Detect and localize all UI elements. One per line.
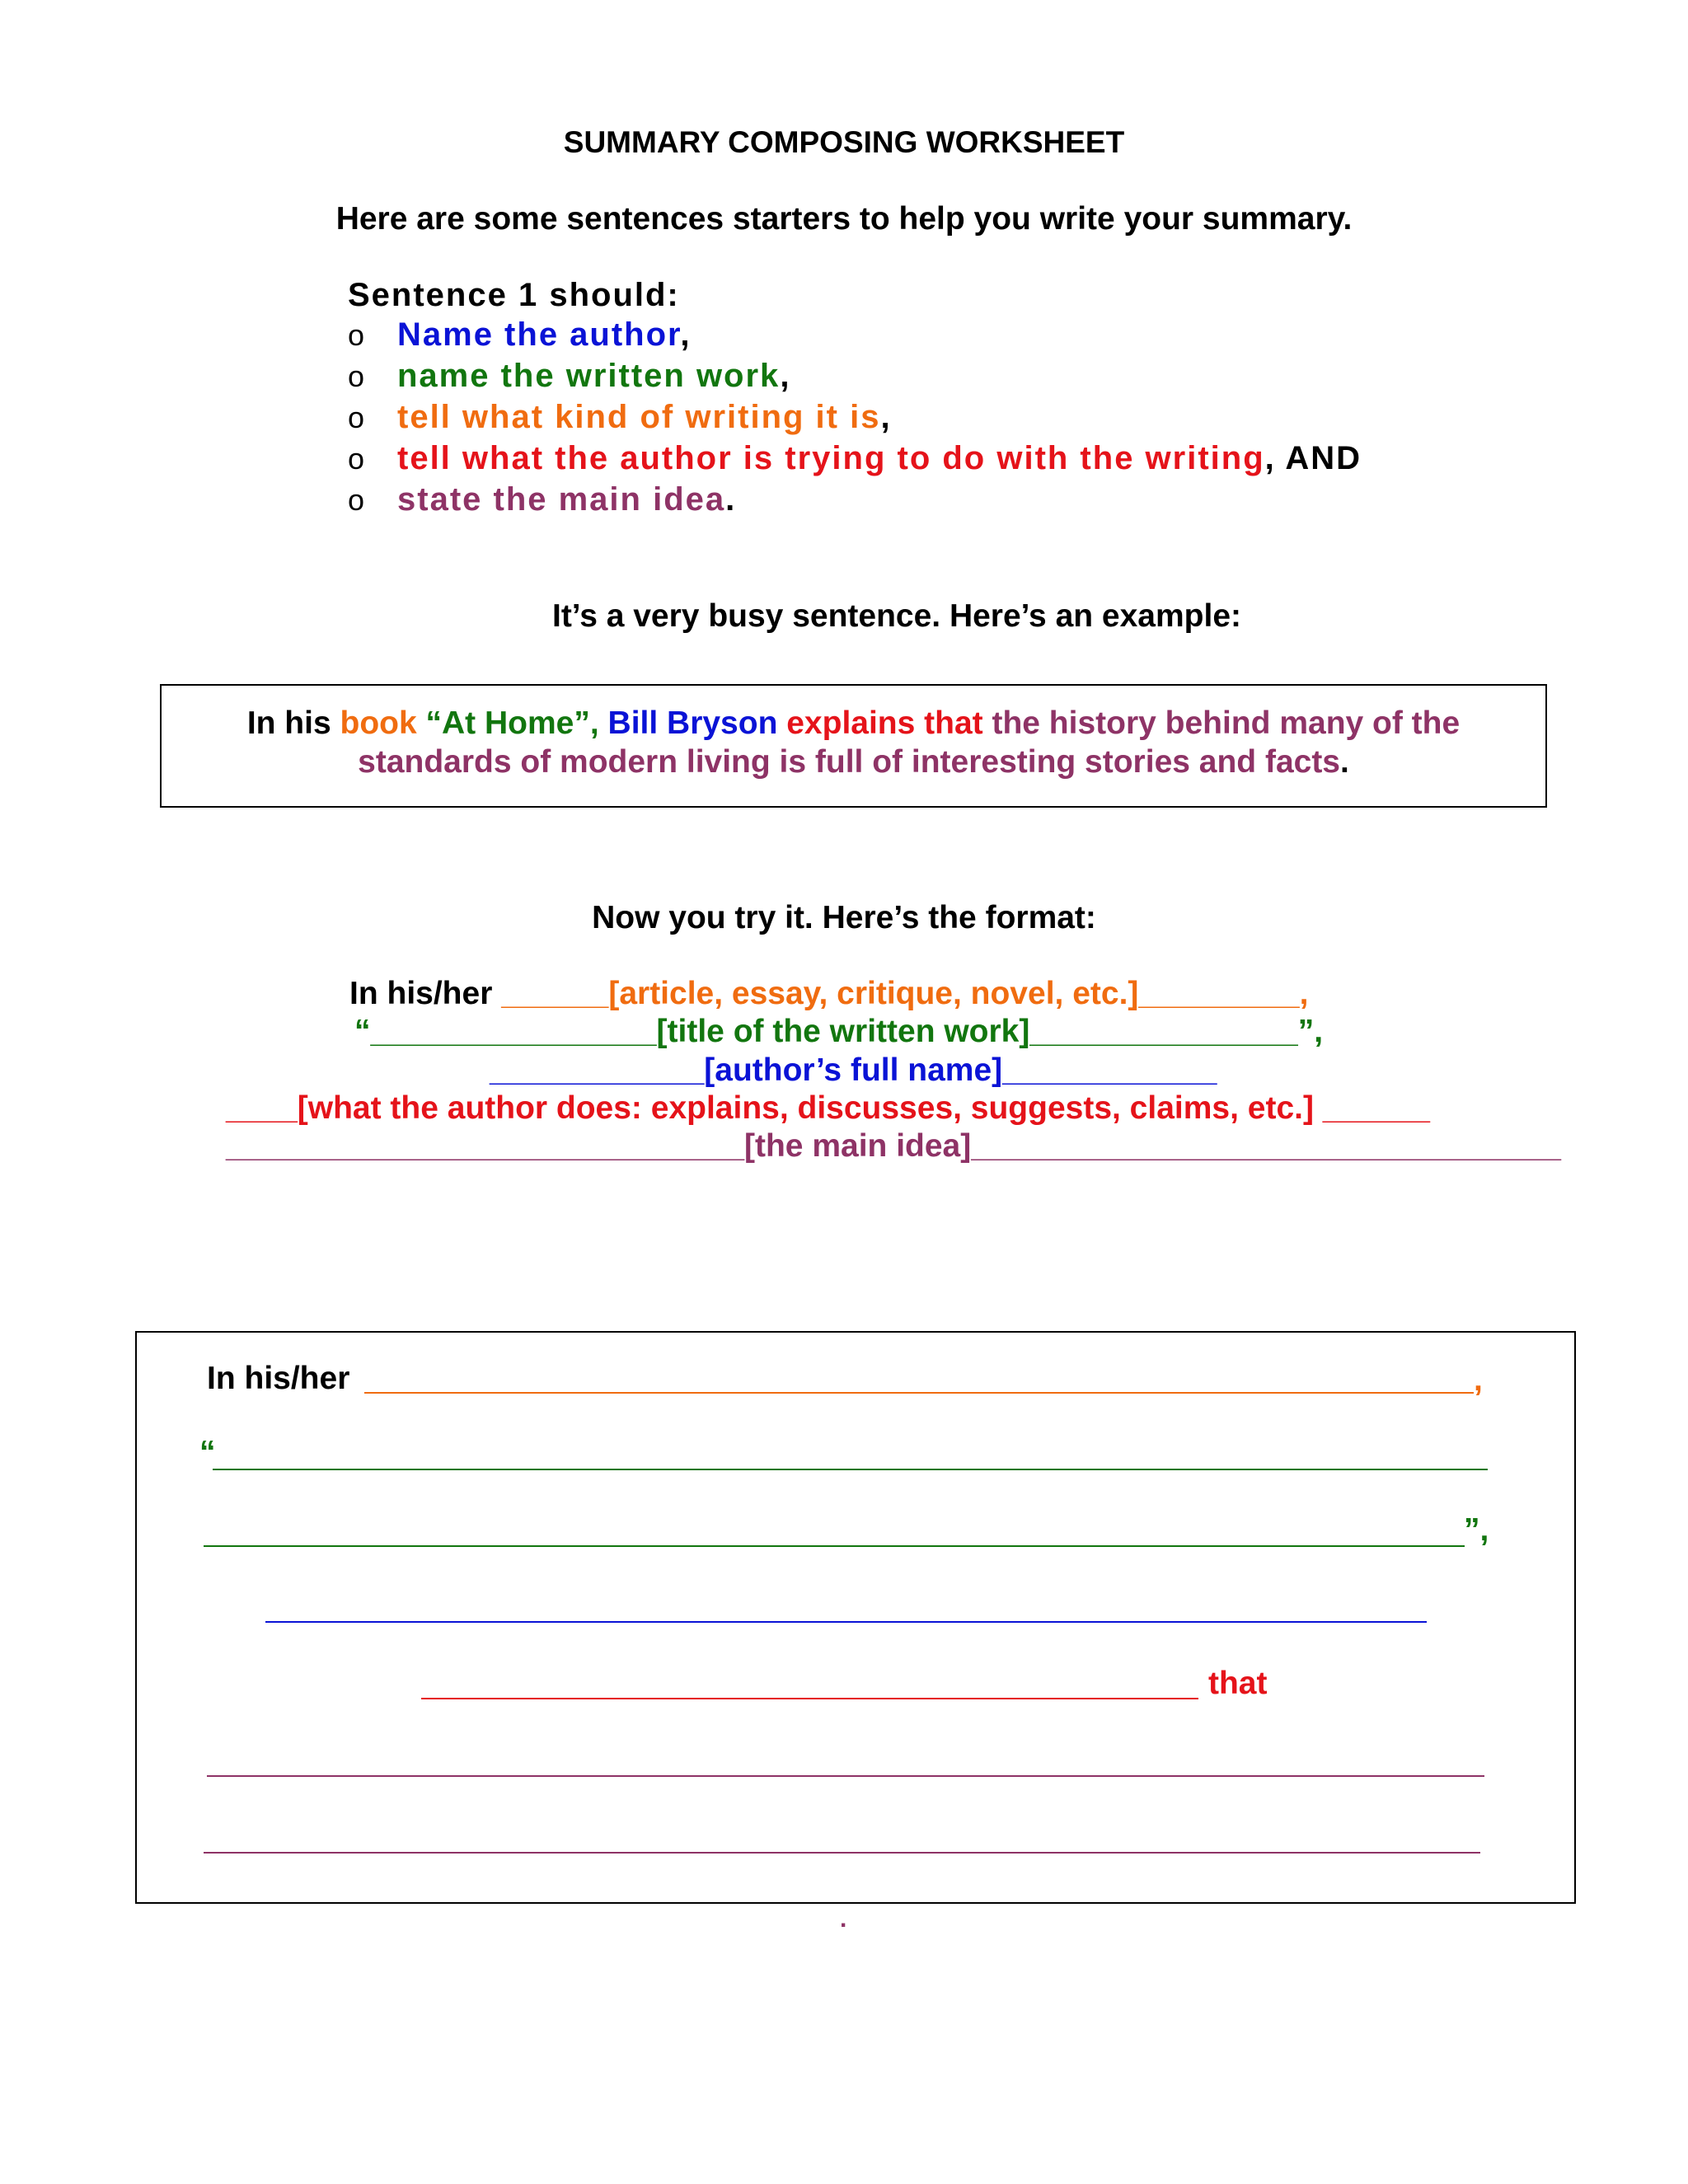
bullet-icon: o [348,483,365,517]
write-kind-comma: , [1474,1362,1483,1398]
example-line-2 [162,744,1545,780]
write-close-quote: ”, [1464,1512,1489,1548]
blank-kind[interactable] [364,1392,1474,1394]
list-item-text: tell what kind of writing it is [397,399,881,435]
blank-title-1[interactable] [213,1469,1488,1470]
list-item-suffix: , AND [1264,440,1362,476]
bullet-icon: o [348,318,365,352]
list-item [348,316,692,354]
format-line-action: ____[what the author does: explains, discusses, suggests, claims, etc.] ______ [226,1090,1430,1126]
format-line-main-idea: _____________________________[the main idea]_________________________________ [226,1128,1561,1164]
list-item [348,399,892,436]
sentence1-heading: Sentence 1 should: [348,277,680,313]
list-item-suffix: , [880,399,892,435]
blank-author[interactable] [265,1621,1427,1623]
format-prefix: In his/her [349,976,502,1011]
example-action: explains that [777,705,983,741]
list-item-text: state the main idea [397,481,726,518]
write-open-quote: “ [199,1435,216,1470]
list-item-suffix: . [725,481,737,518]
example-author: Bill Bryson [598,705,778,741]
format-kind: ______[article, essay, critique, novel, etc.]_________, [501,976,1309,1011]
example-kind: book [340,705,417,741]
example-text: In his [246,705,340,741]
list-item-text: name the written work [397,358,781,394]
list-item-text: tell what the author is trying to do with the writing [397,440,1265,476]
blank-main-idea-1[interactable] [207,1775,1484,1777]
list-item-suffix: , [680,316,692,353]
format-line-kind [349,976,1308,1012]
format-line-author: ____________[author’s full name]____________ [490,1052,1217,1088]
blank-title-2[interactable] [204,1545,1465,1547]
write-prefix: In his/her [207,1361,350,1396]
list-item [348,358,790,395]
example-line-1 [162,705,1545,742]
format-line-title: “________________[title of the written work]_______________”, [354,1014,1324,1049]
list-item-text: Name the author [397,316,681,353]
example-intro: It’s a very busy sentence. Here’s an example: [551,598,1242,634]
example-main-idea: the history behind many of the [982,705,1461,741]
example-main-idea: standards of modern living is full of interesting stories and facts [358,744,1341,780]
writing-box [135,1331,1576,1904]
blank-main-idea-2[interactable] [204,1852,1480,1854]
format-intro: Now you try it. Here’s the format: [592,900,1096,935]
page-title: SUMMARY COMPOSING WORKSHEET [563,125,1125,159]
intro-text: Here are some sentences starters to help you write your summary. [335,201,1353,237]
bullet-icon: o [348,359,365,393]
write-that: that [1208,1666,1268,1701]
bullet-icon: o [348,442,365,476]
end-period: . [840,1905,847,1933]
example-work: “At Home”, [416,705,599,741]
blank-action[interactable] [421,1698,1198,1699]
example-box [160,684,1547,808]
example-period: . [1340,744,1349,780]
list-item [348,481,736,518]
bullet-icon: o [348,401,365,434]
list-item [348,440,1362,477]
list-item-suffix: , [780,358,791,394]
